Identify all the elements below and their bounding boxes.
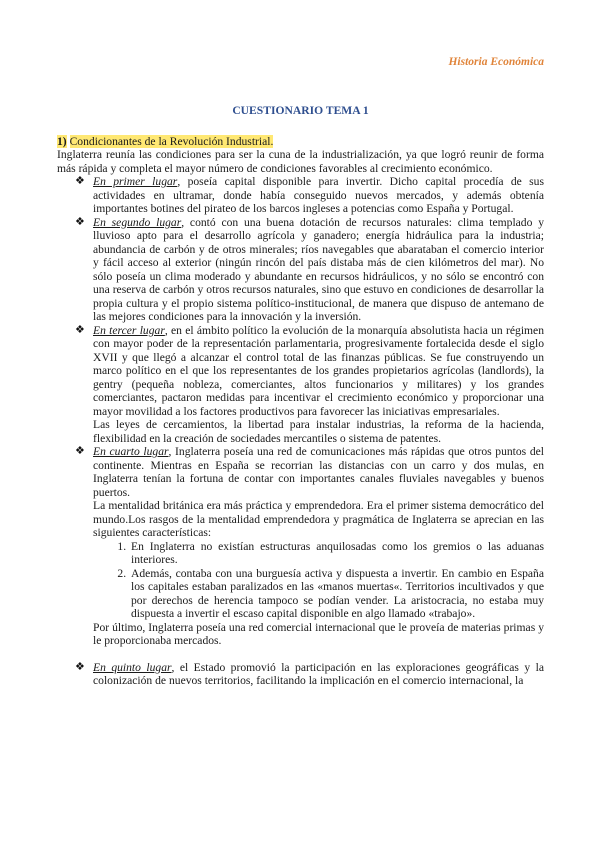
numbered-item-2: 2. Además, contaba con una burguesía activa y dispuesta a invertir. En cambio en España los capitales estaban paralizados en las «manos muertas«. Territorios incultivados y que por derechos de herencia tampoco se podían vender. La aristocracia, no estaba muy dispuesta a invertir el escaso capital disponible en algo llamado «trabajo». (129, 567, 544, 621)
bullet-lead: En tercer lugar (93, 323, 165, 337)
numbered-item-1: 1. En Inglaterra no existían estructuras anquilosadas como los gremios o las aduanas interiores. (129, 540, 544, 567)
bullet-item-3 (75, 323, 545, 446)
diamond-bullet-icon: ❖ (75, 215, 85, 228)
section-title: Condicionantes de la Revolución Industrial. (69, 134, 274, 148)
bullet-item-5 (75, 660, 545, 688)
bullet-text: , poseía capital disponible para invertir. Dicho capital procedía de sus actividades en ultramar, donde había conseguido nuevos mercados, y además obtenía importantes botines del pirateo de los barcos ingleses a potencias como España y Portugal. (93, 175, 544, 215)
bullet-text: , Inglaterra poseía una red de comunicaciones más rápidas que otros puntos del continente. Mientras en España se recorrian las distancias con un carro y dos mulas, en Inglaterra tenían la fortuna de contar con importantes canales fluviales navegables y buenos puertos. (93, 445, 544, 499)
bullet-text: , el Estado promovió la participación en las exploraciones geográficas y la colonización de nuevos territorios, facilitando la implicación en el comercio internacional, la (93, 660, 545, 687)
bullet-lead: En primer lugar (93, 175, 178, 188)
diamond-bullet-icon: ❖ (75, 445, 85, 457)
header-title: Historia Económica (448, 56, 544, 68)
diamond-bullet-icon: ❖ (75, 660, 85, 673)
bullet-item-1 (75, 175, 544, 216)
bullet-paragraph: Las leyes de cercamientos, la libertad para instalar industrias, la reforma de la hacienda, flexibilidad en la creación de sociedades mercantiles o sistema de patentes. (93, 418, 544, 445)
section-number: 1) (57, 134, 67, 148)
section-intro: Inglaterra reunía las condiciones para ser la cuna de la industrialización, ya que logró reunir de forma más rápida y completa el mayor número de condiciones favorables al crecimiento económico. (57, 148, 544, 175)
bullet-paragraph: La mentalidad británica era más práctica y emprendedora. Era el primer sistema democrático del mundo.Los rasgos de la mentalidad emprendedora y pragmática de Inglaterra se aprecian en las siguientes características: (93, 499, 544, 539)
bullet-lead: En cuarto lugar (93, 445, 169, 458)
bullet-item-2 (75, 215, 544, 324)
bullet-text: , contó con una buena dotación de recursos naturales: clima templado y lluvioso apto para el desarrollo agrícola y ganadero; energía hidráulica para la industria; abundancia de carbón y de otros minerales; ríos navegables que abarataban el comercio interior y fácil acceso al exterior (ningún rincón del país distaba más de cien kilómetros del mar). No sólo poseía un clima moderado y abundante en recursos hidráulicos, y no sólo se encontró con una reserva de carbón y otros recursos naturales, sino que estuvo en condiciones de desarrollar la propia cultura y el propio sistema político-institucional, de manera que dispuso de antemano de las mejores condiciones para la innovación y la inversión. (93, 215, 544, 323)
numbered-list (93, 540, 544, 621)
document-body (57, 104, 544, 688)
bullet-list (57, 175, 544, 688)
document-title: CUESTIONARIO TEMA 1 (232, 104, 369, 117)
bullet-lead: En quinto lugar (93, 660, 172, 674)
bullet-paragraph: Por último, Inglaterra poseía una red comercial internacional que le proveía de materias primas y le proporcionaba mercados. (93, 620, 544, 647)
diamond-bullet-icon: ❖ (75, 323, 85, 336)
bullet-lead: En segundo lugar (93, 215, 182, 229)
diamond-bullet-icon: ❖ (75, 175, 85, 187)
section-heading (57, 135, 544, 149)
bullet-text: , en el ámbito político la evolución de la monarquía absolutista hacia un régimen con mayor poder de la representación parlamentaria, progresivamente fortalecida desde el siglo XVII y que llegó a alcanzar el control total de las finanzas públicas. Se fue construyendo un marco político en el que los representantes de los grandes propietarios agrícolas (landlords), la gentry (pequeña nobleza, comerciantes, altos funcionarios y militares) y los grandes comerciantes, pactaron medidas para incentivar el crecimiento económico y proporcionar una mayor movilidad a los factores productivos para favorecer las iniciativas empresariales. (93, 323, 545, 418)
bullet-item-4 (75, 445, 544, 661)
